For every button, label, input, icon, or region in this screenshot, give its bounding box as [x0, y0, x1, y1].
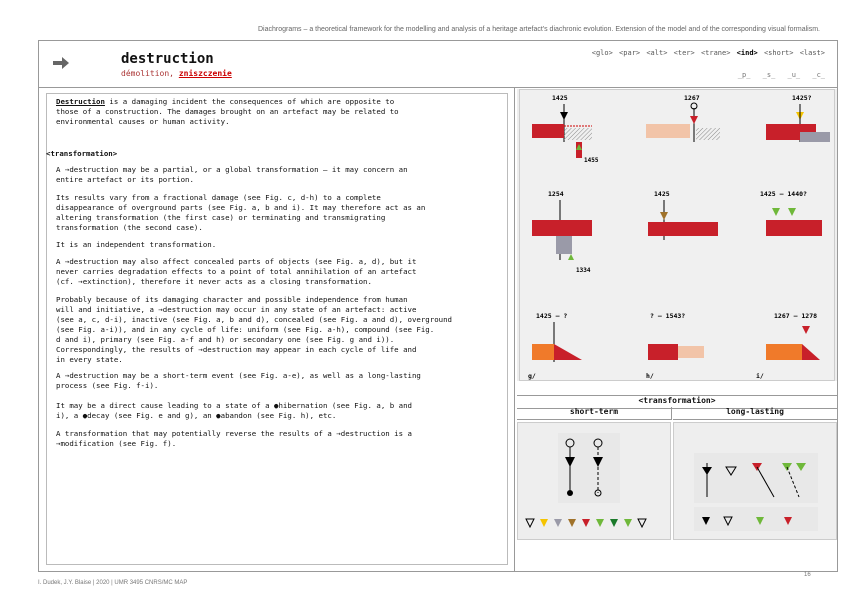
- para-duration-line1: A →destruction may be a short-term event (see Fig. a-e), as well as a long-lasting: [56, 371, 421, 380]
- para-concealed-line1: A →destruction may also affect concealed parts of objects (see Fig. a, d), but it: [56, 257, 417, 266]
- fig-f: [760, 190, 822, 236]
- para-state-line1: Probably because of its damaging character and possible independence from human: [56, 295, 408, 304]
- short-term-symbols: [518, 423, 670, 539]
- fig-label: ? – 1543?: [650, 312, 686, 320]
- tag-ind[interactable]: <ind>: [736, 49, 758, 57]
- para-state-line4: (see Fig. a-i)), and in any cycle of life: uniform (see Fig. a-h), compound (see Fig.: [56, 325, 435, 334]
- para-state-line2: will and initiative, a →destruction may occur in any state of an artefact: active: [56, 305, 417, 314]
- fig-a: [532, 94, 599, 164]
- diachrogram-figures: [520, 90, 834, 380]
- para-cause-line1: It may be a direct cause leading to a state of a ●hibernation (see Fig. a, b and: [56, 401, 412, 410]
- page-number: 16: [804, 572, 811, 578]
- fig-c: [766, 94, 830, 142]
- para-partial-line1: A →destruction may be a partial, or a global transformation – it may concern an: [56, 165, 408, 174]
- tag-trane[interactable]: <trane>: [700, 49, 731, 57]
- para-partial-line2: entire artefact or its portion.: [56, 175, 194, 184]
- tag-last[interactable]: <last>: [799, 49, 825, 57]
- term-translations: [121, 69, 232, 78]
- para-state-line5: d and i), primary (see Fig. a-f and h) or secondary one (see Fig. g and i)).: [56, 335, 395, 344]
- footer-authors: I. Dudek, J.Y. Blaise | 2020 | UMR 3495 CNRS/MC MAP: [38, 580, 188, 586]
- para-concealed-line3: (cf. →extinction), therefore it never acts as a closing transformation.: [56, 277, 372, 286]
- column-head-long-lasting: long-lasting: [673, 407, 837, 420]
- sub-tag-list: _p_ _s_ _u_ _c_: [737, 71, 825, 79]
- title-bar: [39, 41, 837, 88]
- section-heading: <transformation>: [46, 149, 118, 158]
- translation-fr: démolition,: [121, 69, 174, 78]
- term-title: destruction: [121, 51, 214, 67]
- tag-par[interactable]: <par>: [619, 49, 641, 57]
- fig-label: 1334: [576, 267, 591, 274]
- fig-i: [756, 312, 820, 380]
- fig-label: 1425?: [792, 94, 812, 102]
- para-state-line7: in every state.: [56, 355, 123, 364]
- fig-label: 1425: [552, 94, 568, 102]
- para-state-line3: (see a, c, d-i), inactive (see Fig. a, b and d), concealed (see Fig. a and d), overground: [56, 315, 453, 324]
- tag-ter[interactable]: <ter>: [673, 49, 695, 57]
- para-state-line6: Correspondingly, the results of →destruction may appear in each cycle of life and: [56, 345, 417, 354]
- fig-e: [648, 190, 718, 240]
- tag-alt[interactable]: <alt>: [646, 49, 668, 57]
- long-lasting-panel: [673, 422, 837, 540]
- fig-letter: g/: [528, 372, 536, 380]
- translation-pl: zniszczenie: [178, 69, 232, 78]
- para-results-line4: transformation (the second case).: [56, 223, 203, 232]
- figure-grid: [519, 89, 835, 381]
- arrow-right-icon: [51, 55, 71, 71]
- fig-letter: h/: [646, 372, 654, 380]
- para-independent: It is an independent transformation.: [56, 240, 217, 249]
- fig-label: 1455: [584, 157, 599, 164]
- para-intro-line3: environmental causes or human activity.: [56, 117, 230, 126]
- para-intro-line1: Destruction is a damaging incident the consequences of which are opposite to: [56, 97, 395, 106]
- term-word: Destruction: [56, 97, 105, 106]
- para-results-line2: disappearance of overground parts (see Fig. a, b and i). It may therefore act as an: [56, 203, 426, 212]
- fig-g: [528, 312, 582, 380]
- para-results-line1: Its results vary from a fractional damage (see Fig. c, d-h) to a complete: [56, 193, 381, 202]
- marker-row: [526, 519, 646, 527]
- fig-b: [646, 94, 720, 142]
- fig-label: 1425: [654, 190, 670, 198]
- fig-letter: i/: [756, 372, 764, 380]
- column-head-short-term: short-term: [517, 407, 672, 420]
- tag-list: [592, 49, 825, 57]
- para-intro-line2: those of a construction. The damages brought on an artefact may be related to: [56, 107, 399, 116]
- lower-section-title: <transformation>: [517, 395, 837, 409]
- long-lasting-symbols: [674, 423, 836, 539]
- para-reverse-line2: →modification (see Fig. f).: [56, 439, 177, 448]
- fig-d: [532, 190, 592, 274]
- para-concealed-line2: never carries degradation effects to a point of total annihilation of an artefact: [56, 267, 417, 276]
- fig-label: 1254: [548, 190, 564, 198]
- tag-short[interactable]: <short>: [763, 49, 794, 57]
- figure-panel: [517, 89, 837, 381]
- para-cause-line2: i), a ●decay (see Fig. e and g), an ●abandon (see Fig. h), etc.: [56, 411, 337, 420]
- page-header-caption: Diachrograms – a theoretical framework for the modelling and analysis of a heritage artefact's diachronic evolution. Extension of the model and of the corresponding visual formalism.: [257, 26, 820, 33]
- para-results-line3: altering transformation (the first case) or terminating and transmigrating: [56, 213, 386, 222]
- fig-h: [646, 312, 704, 380]
- fig-label: 1425 – ?: [536, 312, 568, 320]
- short-term-panel: [517, 422, 671, 540]
- para-duration-line2: process (see Fig. f-i).: [56, 381, 159, 390]
- tag-glo[interactable]: <glo>: [591, 49, 613, 57]
- para-reverse-line1: A transformation that may potentially reverse the results of a →destruction is a: [56, 429, 412, 438]
- fig-label: 1267: [684, 94, 700, 102]
- fig-label: 1425 – 1440?: [760, 190, 807, 198]
- fig-label: 1267 – 1278: [774, 312, 818, 320]
